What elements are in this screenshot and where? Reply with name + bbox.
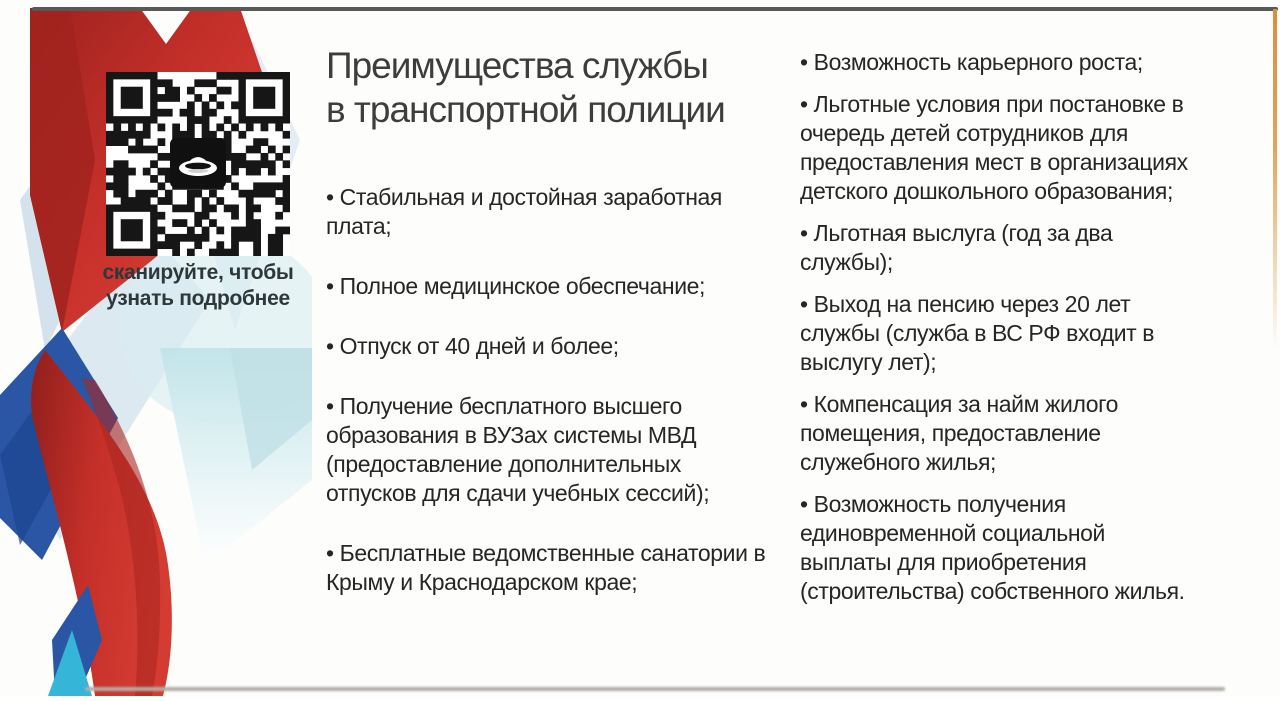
- police-cap-icon: [170, 138, 226, 188]
- scan-edge-bottom: [85, 687, 1225, 691]
- page-title: [326, 44, 771, 133]
- benefit-item: • Компенсация за найм жилого помещения, предоставление служебного жилья;: [800, 390, 1200, 477]
- page-title-line2: в транспортной полиции: [326, 89, 725, 131]
- benefits-list-left: [326, 183, 771, 597]
- benefit-item: • Возможность получения единовременной социальной выплаты для приобретения (строительства) собственного жилья.: [800, 490, 1200, 606]
- scan-edge-right: [1273, 9, 1277, 349]
- scan-edge-top: [32, 7, 1278, 11]
- benefit-item: • Возможность карьерного роста;: [800, 48, 1200, 77]
- qr-caption: сканируйте, чтобы узнать подробнее: [102, 261, 294, 310]
- benefit-item: • Бесплатные ведомственные санатории в Крыму и Краснодарском крае;: [326, 539, 771, 597]
- benefit-item: • Отпуск от 40 дней и более;: [326, 332, 771, 361]
- page-title-line1: Преимущества службы: [326, 45, 708, 86]
- benefit-item: • Льготные условия при постановке в очередь детей сотрудников для предоставления мест в организациях детского дошкольного образования;: [800, 90, 1200, 206]
- benefits-list-right: [800, 48, 1200, 605]
- benefit-item: • Полное медицинское обеспечание;: [326, 272, 771, 301]
- center-column: [326, 44, 771, 627]
- benefit-item: • Стабильная и достойная заработная плата;: [326, 183, 771, 241]
- benefit-item: • Получение бесплатного высшего образования в ВУЗах системы МВД (предоставление дополнительных отпусков для сдачи учебных сессий);: [326, 392, 771, 508]
- benefit-item: • Выход на пенсию через 20 лет службы (служба в ВС РФ входит в выслугу лет);: [800, 290, 1200, 377]
- qr-code: [106, 72, 290, 256]
- right-column: [800, 48, 1200, 618]
- benefit-item: • Льготная выслуга (год за два службы);: [800, 219, 1200, 277]
